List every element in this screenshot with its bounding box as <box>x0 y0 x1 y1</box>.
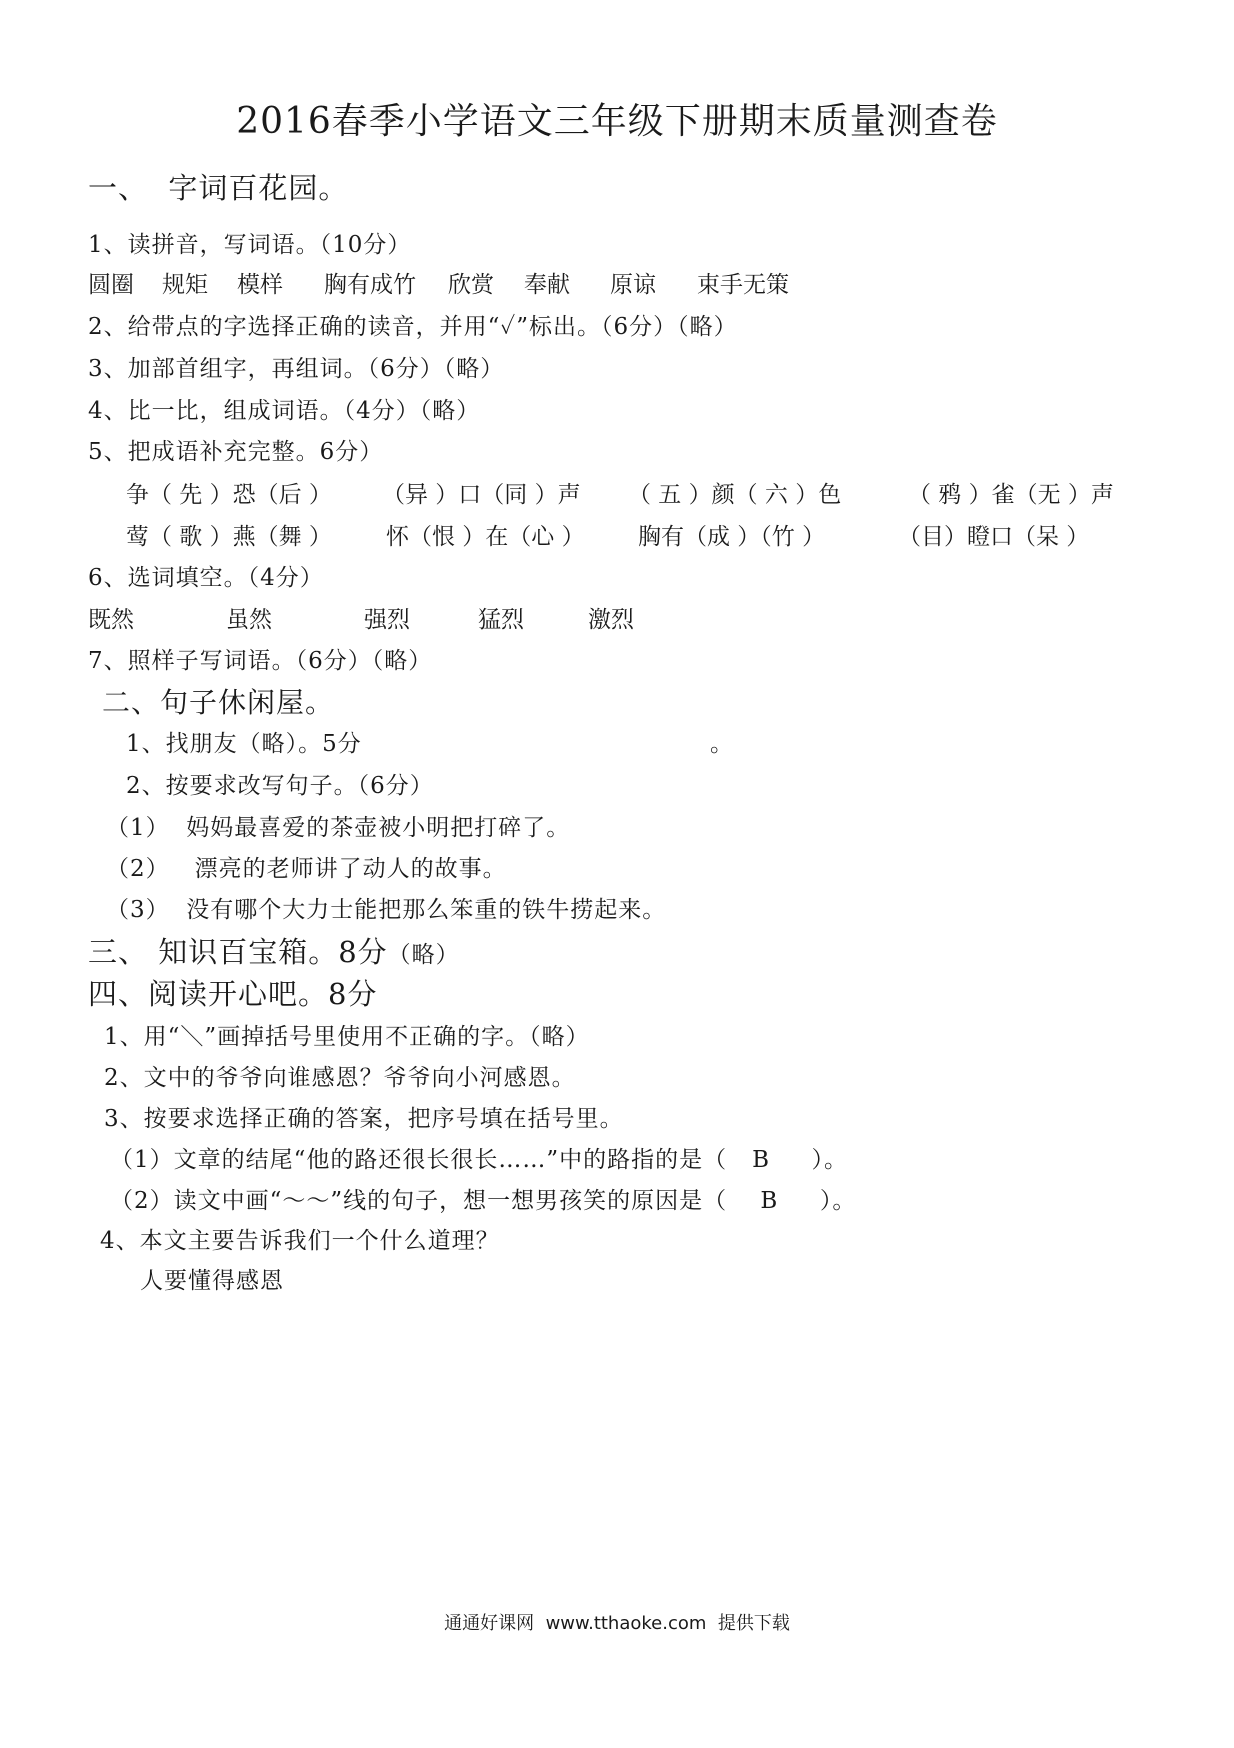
word-item: 欣赏 <box>448 272 494 298</box>
q2-2-item-1: （1） 妈妈最喜爱的茶壶被小明把打碎了。 <box>106 815 571 841</box>
q1-4: 4、比一比，组成词语。（4分）（略） <box>88 398 481 424</box>
section-3-heading-row <box>88 934 460 973</box>
idiom-item: （异 ）口（同 ）声 <box>382 482 581 508</box>
q4-2: 2、文中的爷爷向谁感恩？爷爷向小河感恩。 <box>104 1065 576 1091</box>
section-3-heading: 三、 知识百宝箱。8分 <box>88 935 388 969</box>
idiom-item: （ 鸦 ）雀（无 ）声 <box>908 482 1114 508</box>
q1-3: 3、加部首组字，再组词。（6分）（略） <box>88 356 505 382</box>
idiom-item: 莺（ 歌 ）燕（舞 ） <box>126 524 332 550</box>
idiom-item: 胸有（成 ）（竹 ） <box>638 524 826 550</box>
idiom-item: 怀（恨 ）在（心 ） <box>386 524 585 550</box>
word-item: 模样 <box>237 272 283 298</box>
q1-7: 7、照样子写词语。（6分）（略） <box>88 648 433 674</box>
word-item: 束手无策 <box>697 272 789 298</box>
q1-5-label: 5、把成语补充完整。6分） <box>88 439 384 465</box>
word-item: 既然 <box>88 607 134 633</box>
word-item: 猛烈 <box>478 607 524 633</box>
word-item: 奉献 <box>524 272 570 298</box>
footer-source: 通通好课网 www.tthaoke.com 提供下载 <box>444 1613 790 1634</box>
q2-2: 2、按要求改写句子。（6分） <box>126 773 434 799</box>
q2-2-item-2: （2） 漂亮的老师讲了动人的故事。 <box>106 856 507 882</box>
q2-1: 1、找朋友（略）。5分 <box>126 731 362 757</box>
word-item: 虽然 <box>226 607 272 633</box>
idiom-item: 争（ 先 ）恐（后 ） <box>126 482 332 508</box>
q1-2: 2、给带点的字选择正确的读音，并用“✓”标出。（6分）（略） <box>88 314 738 340</box>
word-item: 强烈 <box>364 607 410 633</box>
section-4-heading: 四、阅读开心吧。8分 <box>88 977 378 1011</box>
idiom-item: （目）瞪口（呆 ） <box>898 524 1090 550</box>
q4-4: 4、本文主要告诉我们一个什么道理？ <box>100 1228 500 1254</box>
q4-3-1: （1）文章的结尾“他的路还很长很长……”中的路指的是（ B ）。 <box>110 1147 849 1173</box>
q4-1: 1、用“＼”画掉括号里使用不正确的字。（略） <box>104 1024 590 1050</box>
idiom-item: （ 五 ）颜（ 六 ）色 <box>628 482 842 508</box>
q2-2-item-3: （3） 没有哪个大力士能把那么笨重的铁牛捞起来。 <box>106 897 667 923</box>
section-2-heading: 二、句子休闲屋。 <box>102 686 335 719</box>
page-title: 2016春季小学语文三年级下册期末质量测查卷 <box>236 101 998 142</box>
word-item: 圆圈 <box>88 272 134 298</box>
section-3-note: （略） <box>387 942 460 968</box>
section-1-heading: 一、 字词百花园。 <box>88 171 349 205</box>
q2-1-blank-end: 。 <box>710 731 734 757</box>
q1-1-label: 1、读拼音，写词语。（10分） <box>88 232 412 258</box>
q4-3: 3、按要求选择正确的答案，把序号填在括号里。 <box>104 1106 624 1132</box>
word-item: 激烈 <box>588 607 634 633</box>
q4-3-2: （2）读文中画“～～”线的句子，想一想男孩笑的原因是（ B ）。 <box>110 1188 857 1214</box>
word-item: 胸有成竹 <box>324 272 416 298</box>
q1-6-label: 6、选词填空。（4分） <box>88 565 324 591</box>
word-item: 规矩 <box>162 272 208 298</box>
word-item: 原谅 <box>610 272 656 298</box>
q4-4-answer: 人要懂得感恩 <box>140 1268 284 1294</box>
